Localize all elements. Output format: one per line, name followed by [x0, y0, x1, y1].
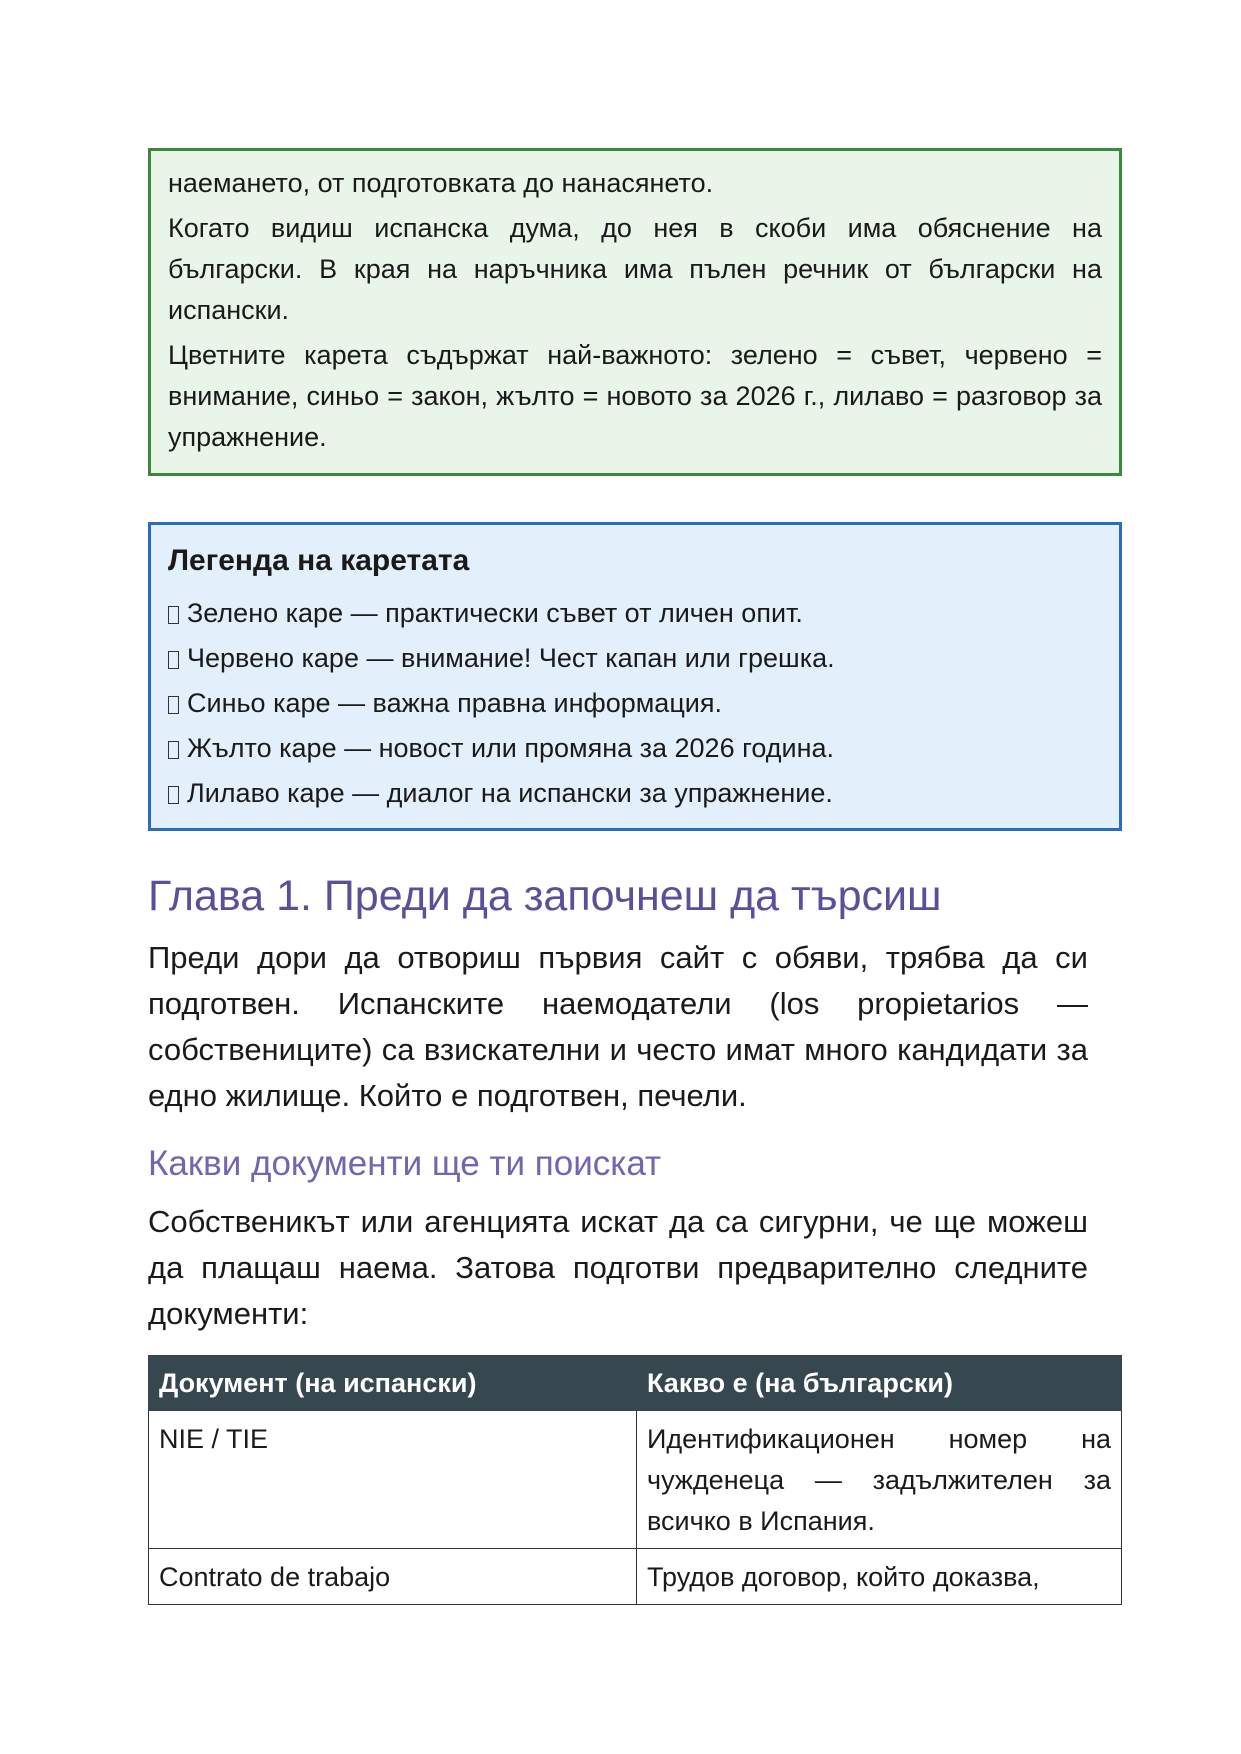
tip-box-green — [148, 148, 1122, 476]
table-cell-meaning: Трудов договор, който доказва, — [637, 1549, 1122, 1605]
legend-item-yellow — [168, 726, 1102, 771]
missing-glyph-icon — [168, 741, 179, 759]
section-intro: Собственикът или агенцията искат да са сигурни, че ще можеш да плащаш наема. Затова подготви предварително следните документи: — [148, 1204, 1088, 1331]
legend-item-label: Зелено каре — практически съвет от личен опит. — [187, 598, 803, 628]
legend-item-label: Жълто каре — новост или промяна за 2026 година. — [187, 733, 835, 763]
chapter-intro: Преди дори да отвориш първия сайт с обяви, трябва да си подготвен. Испанските наемодатели (los propietarios — собствениците) са взискателни и често имат много кандидати за едно жилище. Който е подготвен, печели. — [148, 940, 1088, 1113]
table-header-row — [149, 1356, 1122, 1411]
legend-item-label: Лилаво каре — диалог на испански за упражнение. — [187, 778, 833, 808]
legend-item-green — [168, 591, 1102, 636]
legend-title: Легенда на каретата — [168, 544, 470, 577]
legend-item-label: Червено каре — внимание! Чест капан или грешка. — [187, 643, 835, 673]
legend-item-label: Синьо каре — важна правна информация. — [187, 688, 722, 718]
legend-item-purple — [168, 771, 1102, 816]
green-box-paragraph: Когато видиш испанска дума, до нея в скоби има обяснение на български. В края на наръчника има пълен речник от български на испански. — [168, 213, 1102, 325]
table-cell-document: Contrato de trabajo — [149, 1549, 637, 1605]
chapter-title: Глава 1. Преди да започнеш да търсиш — [148, 872, 942, 920]
missing-glyph-icon — [168, 696, 179, 714]
section-title: Какви документи ще ти поискат — [148, 1144, 662, 1183]
green-box-paragraph: Цветните карета съдържат най-важното: зелено = съвет, червено = внимание, синьо = закон, жълто = новото за 2026 г., лилаво = разговор за упражнение. — [168, 340, 1102, 452]
table-cell-meaning: Идентификационен номер на чужденеца — задължителен за всичко в Испания. — [637, 1411, 1122, 1549]
table-header-document: Документ (на испански) — [149, 1356, 637, 1411]
table-header-meaning: Какво е (на български) — [637, 1356, 1122, 1411]
page-content — [148, 148, 1122, 1605]
table-cell-document: NIE / TIE — [149, 1411, 637, 1549]
documents-table — [148, 1355, 1122, 1605]
table-row — [149, 1411, 1122, 1549]
legend-item-blue — [168, 681, 1102, 726]
green-box-paragraph: наемането, от подготовката до нанасянето. — [168, 168, 714, 198]
missing-glyph-icon — [168, 651, 179, 669]
table-row — [149, 1549, 1122, 1605]
legend-box — [148, 522, 1122, 831]
legend-item-red — [168, 636, 1102, 681]
missing-glyph-icon — [168, 606, 179, 624]
missing-glyph-icon — [168, 786, 179, 804]
